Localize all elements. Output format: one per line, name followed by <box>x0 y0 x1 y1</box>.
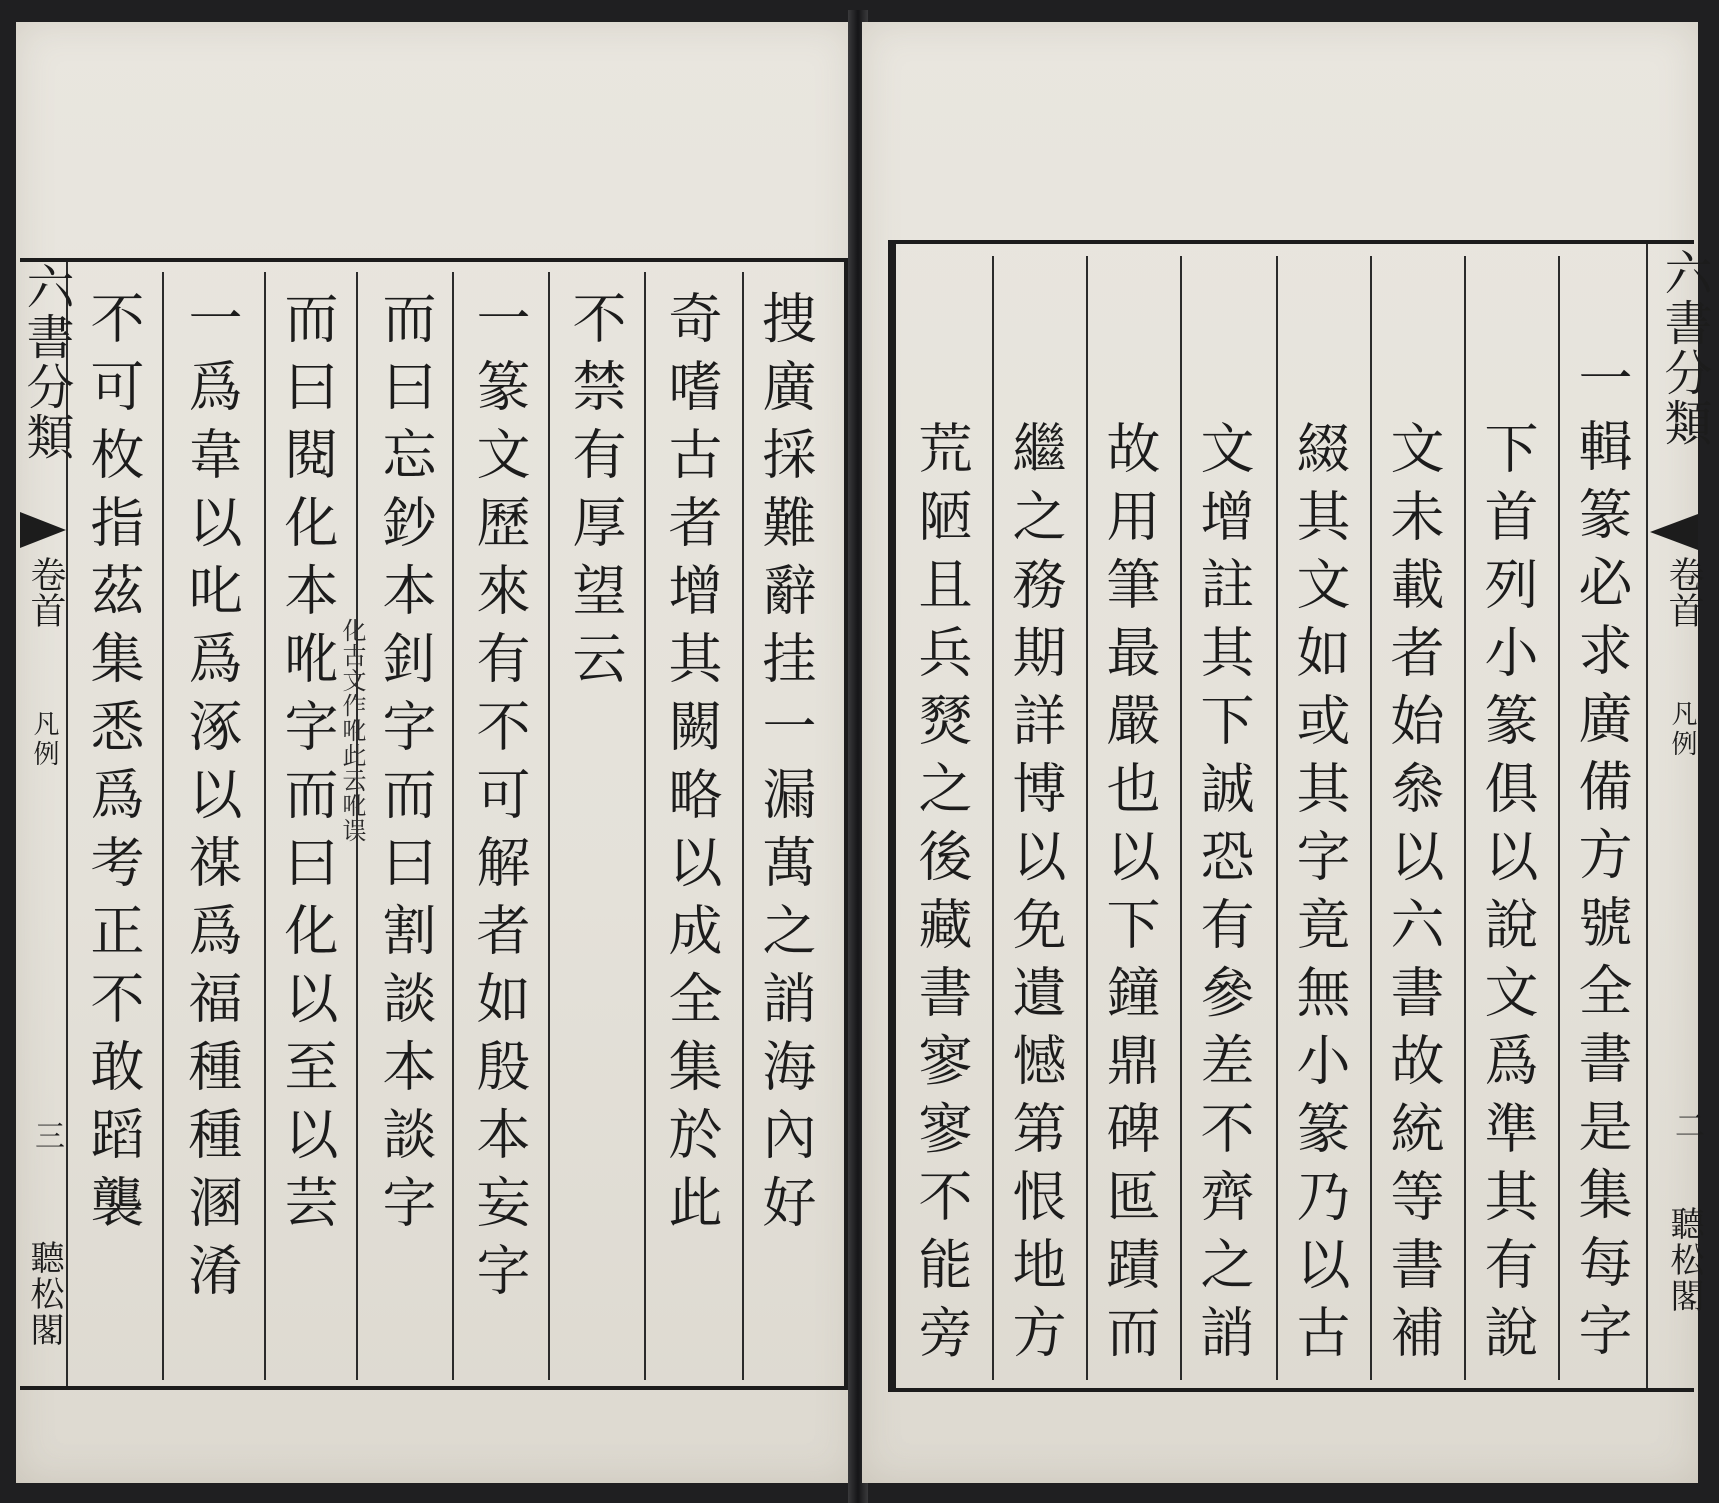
column-rule <box>742 272 744 1380</box>
left-fishtail-icon <box>20 512 66 548</box>
text-column: 奇嗜古者增其闕略以成全集於此 <box>660 290 723 1242</box>
text-column: 下首列小篆俱以說文爲準其有說 <box>1476 420 1539 1372</box>
text-column: 一爲韋以叱爲涿以禖爲福種種溷淆 <box>180 290 243 1310</box>
text-column: 不可枚指茲集悉爲考正不敢蹈襲 <box>82 290 145 1242</box>
text-column: 捜廣採難辭挂一漏萬之誚海內好 <box>754 290 817 1242</box>
right-fishtail-icon <box>1650 514 1698 550</box>
column-rule <box>452 272 454 1380</box>
column-rule <box>264 272 266 1380</box>
text-column: 不禁有厚望云 <box>564 290 627 698</box>
column-rule <box>1558 256 1560 1380</box>
column-rule <box>1464 256 1466 1380</box>
column-rule <box>644 272 646 1380</box>
right-banner-volume: 卷首 <box>1663 556 1704 628</box>
text-column: 一輯篆必求廣備方號全書是集每字 <box>1570 350 1633 1370</box>
text-column: 而曰忘鈔本釗字而曰割談本談字 <box>374 290 437 1242</box>
text-column: 故用筆最嚴也以下鐘鼎碑匜蹟而 <box>1098 420 1161 1372</box>
column-rule <box>992 256 994 1380</box>
column-rule <box>162 272 164 1380</box>
left-banner-title: 六書分類 <box>18 262 74 462</box>
text-column: 綴其文如或其字竟無小篆乃以古 <box>1288 420 1351 1372</box>
right-banner-title: 六書分類 <box>1656 248 1712 448</box>
left-banner-press: 聽松閣 <box>24 1240 64 1348</box>
column-rule <box>548 272 550 1380</box>
handwritten-annotation: 化古文作吪此云吪误 <box>338 618 366 843</box>
text-column: 荒陋且兵燹之後藏書寥寥不能旁 <box>910 420 973 1372</box>
right-banner-section: 凡例 <box>1667 700 1697 760</box>
left-banner-page-number: 三 <box>29 1120 64 1150</box>
right-banner-press: 聽松閣 <box>1664 1206 1704 1314</box>
text-column: 文未載者始叅以六書故統等書補 <box>1382 420 1445 1372</box>
text-column: 繼之務期詳博以免遺憾第恨地方 <box>1004 420 1067 1372</box>
column-rule <box>1180 256 1182 1380</box>
right-banner-rule <box>1646 244 1648 1388</box>
left-banner-section: 凡例 <box>29 710 59 770</box>
text-column: 而曰閱化本吪字而曰化以至以芸 <box>276 290 339 1242</box>
text-column: 一篆文歷來有不可解者如殷本妄字 <box>468 290 531 1310</box>
column-rule <box>1086 256 1088 1380</box>
right-banner-page-number: 二 <box>1669 1110 1704 1140</box>
left-banner-volume: 卷首 <box>25 556 66 628</box>
column-rule <box>1370 256 1372 1380</box>
text-column: 文增註其下誠恐有參差不齊之誚 <box>1192 420 1255 1372</box>
column-rule <box>1276 256 1278 1380</box>
